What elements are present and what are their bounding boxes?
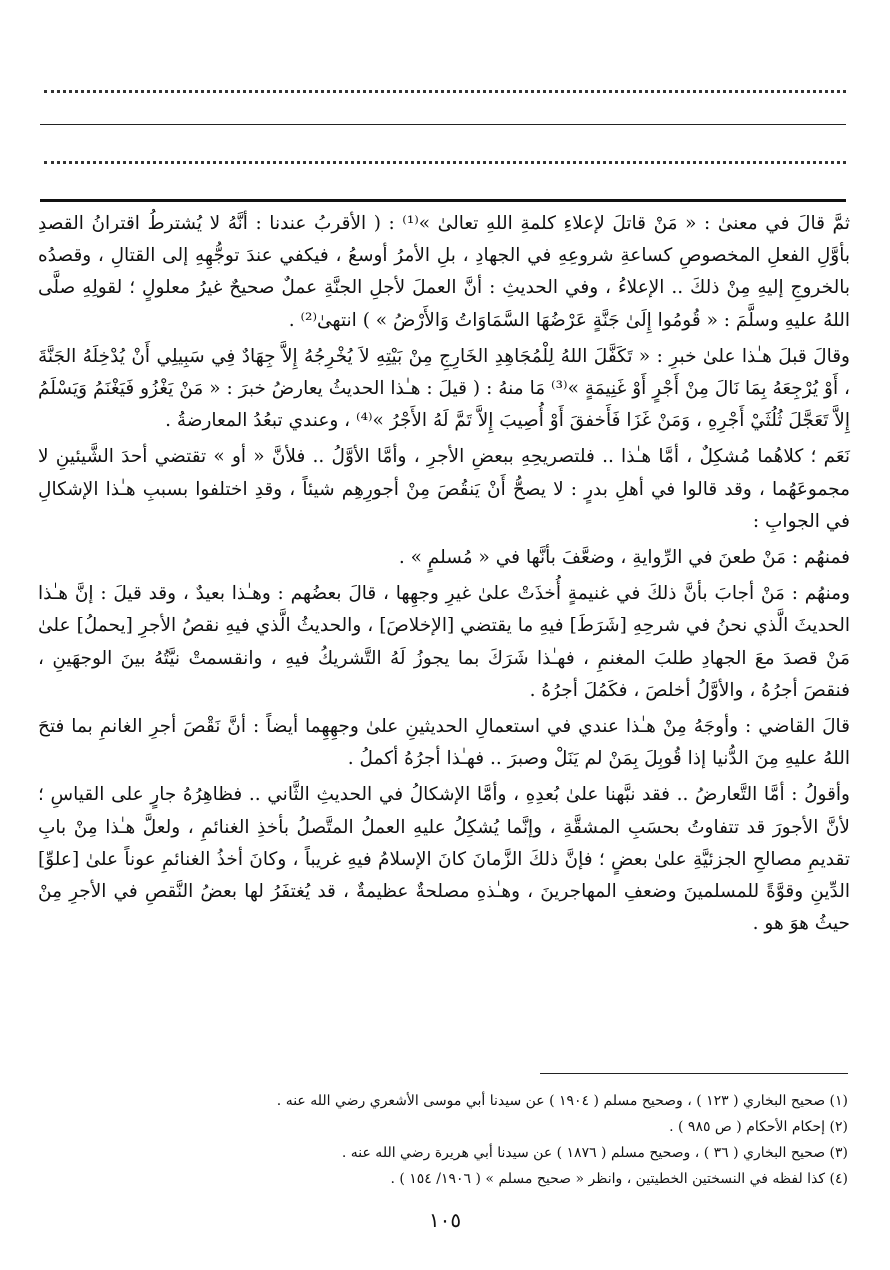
footnote-1: (١) صحيح البخاري ( ١٢٣ ) ، وصحيح مسلم ( ١٩٠٤ ) عن سيدنا أبي موسى الأشعري رضي الله عنه . <box>276 1093 848 1109</box>
footnote-rule <box>540 1073 848 1074</box>
dotted-line-2 <box>44 161 846 164</box>
paragraph-6: قالَ القاضي : وأوجَهُ مِنْ هـٰذا عندي في استعمالِ الحديثينِ علىٰ وجهِهِما أيضاً : أنَّ نَقْصَ أجرِ الغانمِ بما فتحَ اللهُ عليهِ مِنَ الدُّنيا إذا قُوبِلَ بِمَنْ لم يَنَلْ وصبرَ .. فهـٰذا أجرُهُ أكملُ . <box>38 716 850 770</box>
paragraph-1: ثمَّ قالَ في معنىٰ : « مَنْ قاتلَ لإعلاءِ كلمةِ اللهِ تعالىٰ »⁽¹⁾ : ( الأقربُ عندنا : أنَّهُ لا يُشترطُ اقترانُ القصدِ بأوَّلِ الفعلِ المخصوصِ كساعةِ شروعِهِ في الجهادِ ، بلِ الأمرُ أوسعُ ، فيكفي عندَ توجُّهِهِ إلى القتالِ ، وقصدُه بالخروجِ إليهِ مِنْ ذلكَ .. الإعلاءُ ، وفي الحديثِ : أنَّ العملَ لأجلِ الجنَّةِ عملٌ صحيحٌ غيرُ معلولٍ ؛ لقولِهِ صلَّى اللهُ عليهِ وسلَّمَ : « قُومُوا إِلَىٰ جَنَّةٍ عَرْضُهَا السَّمَاوَاتُ وَالأَرْضُ » ) انتهىٰ⁽²⁾ . <box>38 213 850 331</box>
footnotes <box>200 1088 848 1192</box>
footnote-2: (٢) إحكام الأحكام ( ص ٩٨٥ ) . <box>669 1119 848 1135</box>
header-rule-2 <box>40 199 846 202</box>
header-rule-1 <box>40 124 846 125</box>
paragraph-2: وقالَ قبلَ هـٰذا علىٰ خبرِ : « تَكَفَّلَ اللهُ لِلْمُجَاهِدِ الخَارِجِ مِنْ بَيْتِهِ لاَ يُخْرِجُهُ إِلاَّ جِهَادٌ فِي سَبِيلِي أَنْ يُدْخِلَهُ الجَنَّةَ ، أَوْ يُرْجِعَهُ بِمَا نَالَ مِنْ أَجْرٍ أَوْ غَنِيمَةٍ »⁽³⁾ مَا منهُ : ( قيلَ : هـٰذا الحديثُ يعارضُ خبرَ : « مَنْ يَغْزُو فَيَغْنَمُ وَيَسْلَمُ إِلاَّ تَعَجَّلَ ثُلُثَيْ أَجْرِهِ ، وَمَنْ غَزَا فَأَخفقَ أَوْ أُصِيبَ إِلاَّ تَمَّ لَهُ الأَجْرُ »⁽⁴⁾ ، وعندي تبعُدُ المعارضةُ . <box>38 345 850 432</box>
page-number: ١٠٥ <box>428 1208 462 1232</box>
dotted-line-1 <box>44 90 846 93</box>
paragraph-3: نَعَم ؛ كلاهُما مُشكِلٌ ، أمَّا هـٰذا .. فلتصريحِهِ ببعضِ الأجرِ ، وأمَّا الأوَّلُ .. فلأنَّ « أو » تقتضي أحدَ الشَّيئينِ لا مجموعَهُما ، وقد قالوا في أهلِ بدرٍ : لا يصحُّ أَنْ يَنقُصَ مِنْ أجورِهِم شيئاً ، وقدِ اختلفوا بسببِ هـٰذا الإشكالِ في الجوابِ : <box>38 446 850 532</box>
footnote-4: (٤) كذا لفظه في النسختين الخطيتين ، وانظر « صحيح مسلم » ( ١٩٠٦/ ١٥٤ ) . <box>390 1171 848 1187</box>
paragraph-4: فمنهُم : مَنْ طعنَ في الرِّوايةِ ، وضعَّفَ بأنَّها في « مُسلمٍ » . <box>398 547 850 569</box>
main-text <box>38 208 850 944</box>
paragraph-5: ومنهُم : مَنْ أجابَ بأنَّ ذلكَ في غنيمةٍ أُخذَتْ علىٰ غيرِ وجهِها ، قالَ بعضُهم : وهـٰذا بعيدٌ ، وقد قيلَ : إنَّ هـٰذا الحديثَ الَّذي نحنُ في شرحِهِ [شَرَطَ] فيهِ ما يقتضي [الإخلاصَ] ، والحديثُ الَّذي فيهِ نقصُ الأجرِ [يحملُ] علىٰ مَنْ قصدَ معَ الجهادِ طلبَ المغنمِ ، فهـٰذا شَرَكَ بما يجوزُ لَهُ التَّشريكُ فيهِ ، وانقسمتْ نيَّتُهُ بينَ الوجهَينِ ، فنقصَ أجرُهُ ، والأوَّلُ أخلصَ ، فكَمُلَ أجرُهُ . <box>38 583 850 701</box>
paragraph-7: وأقولُ : أمَّا التَّعارضُ .. فقد نبَّهنا علىٰ بُعدِهِ ، وأمَّا الإشكالُ في الحديثِ الثَّاني .. فظاهِرُهُ جارٍ على القياسِ ؛ لأنَّ الأجورَ قد تتفاوتُ بحسَبِ المشقَّةِ ، وإنَّما يُشكِلُ عليهِ العملُ المتَّصلُ بأخذِ الغنائمِ ، ولعلَّ هـٰذا مِنْ بابِ تقديمِ مصالحِ الجزئيَّةِ علىٰ بعضٍ ؛ فإنَّ ذلكَ الزَّمانَ كانَ الإسلامُ فيهِ غريباً ، وكانَ أخذُ الغنائمِ عوناً علىٰ [علوِّ] الدِّينِ وقوَّةً للمسلمينَ وضعفِ المهاجرينَ ، وهـٰذهِ مصلحةٌ عظيمةٌ ، قد يُغتفَرُ لها بعضُ النَّقصِ في الأجرِ مِنْ حيثُ هوَ هو . <box>38 784 850 935</box>
footnote-3: (٣) صحيح البخاري ( ٣٦ ) ، وصحيح مسلم ( ١٨٧٦ ) عن سيدنا أبي هريرة رضي الله عنه . <box>341 1145 848 1161</box>
